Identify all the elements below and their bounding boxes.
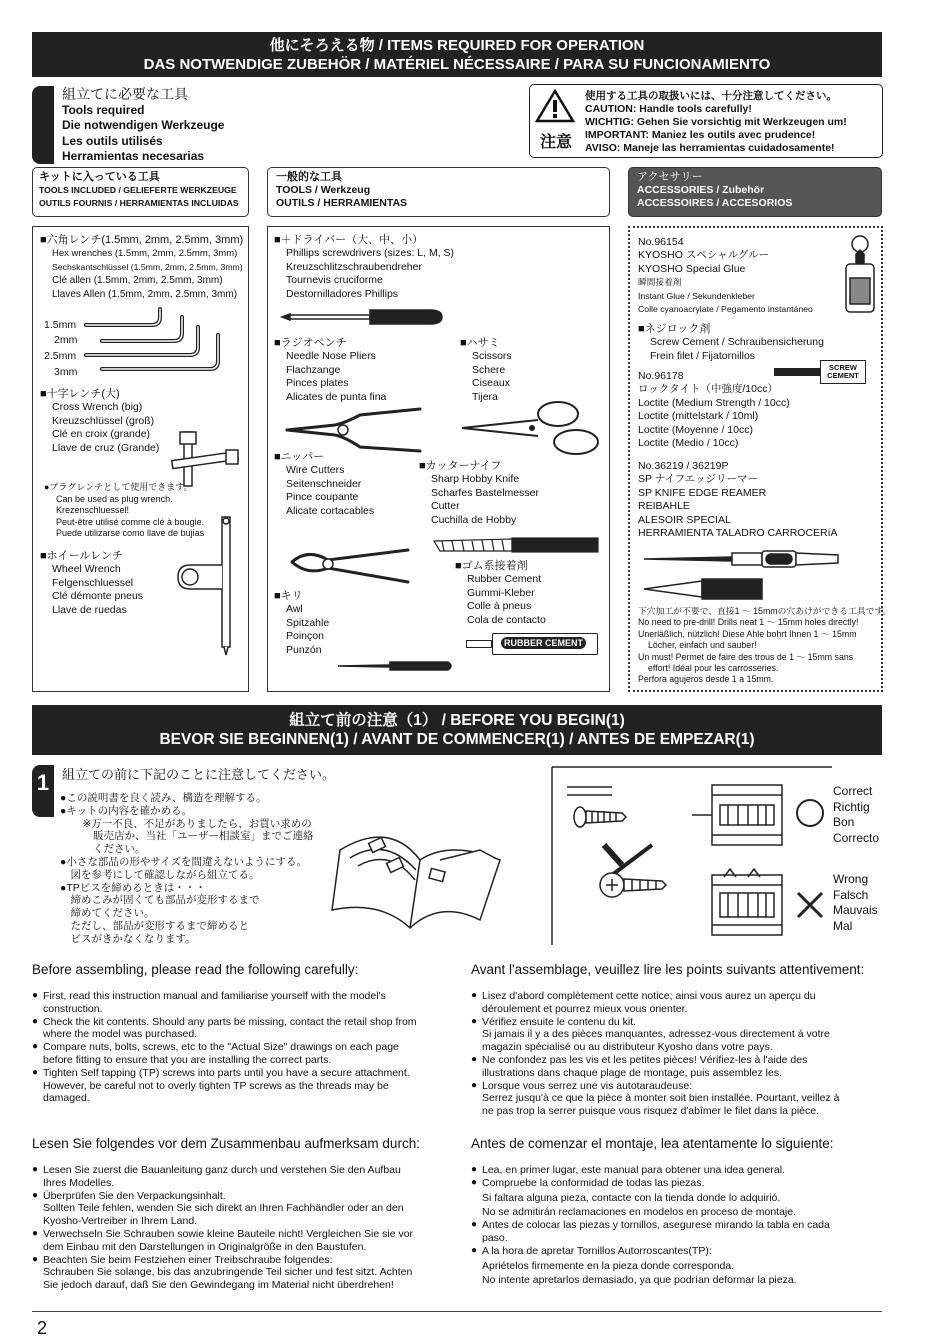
cutters-fr: Pince coupante	[286, 491, 359, 504]
es-3-1: ● Antes de colocar las piezas y tornillos, asegurese mirando la tabla en cada	[482, 1219, 830, 1232]
caution-line-jp: 使用する工具の取扱いには、十分注意してください。	[585, 90, 837, 102]
reamer-note-es: Perfora agujeros desde 1 a 15mm.	[638, 674, 774, 685]
hex-size-1-5: 1.5mm	[44, 319, 77, 331]
screw-cement-body	[820, 360, 866, 384]
en-1-1: ● First, read this instruction manual and familiarise yourself with the model's	[43, 990, 386, 1002]
en-1-2: construction.	[43, 1002, 103, 1015]
de-2-1: ● Überprüfen Sie den Verpackungsinhalt.	[43, 1189, 226, 1202]
phillips-en: Phillips screwdrivers (sizes: L, M, S)	[286, 247, 455, 260]
screw-cement-en: Screw Cement / Schraubensicherung	[650, 336, 824, 349]
knife-de: Scharfes Bastelmesser	[431, 486, 539, 499]
reamer-block	[638, 460, 838, 540]
en-2-1: ● Check the kit contents. Should any parts be missing, contact the retail shop from	[43, 1015, 417, 1028]
scissors-icon	[458, 398, 608, 458]
cross-wrench-fr: Clé en croix (grande)	[52, 428, 151, 441]
instructions-fr-title: Avant l'assemblage, veuillez lire les points suivants attentivement:	[471, 962, 865, 977]
category-general-fr: OUTILS / HERRAMIENTAS	[276, 197, 408, 209]
fr-3-1: ● Ne confondez pas les vis et les petites pièces! Vérifiez-les à l'aide des	[482, 1053, 808, 1066]
wheel-wrench-es: Llave de ruedas	[52, 603, 127, 616]
hex-wrench-fr: Clé allen (1.5mm, 2mm, 2.5mm, 3mm)	[52, 275, 223, 287]
cutters-title: ■ニッパー	[274, 451, 325, 463]
caution-line-de: WICHTIG: Gehen Sie vorsichtig mit Werkzeugen um!	[585, 116, 847, 128]
en-item-3	[32, 1041, 452, 1067]
loctite-de: Loctite (mittelstark / 10ml)	[638, 410, 759, 423]
fr-4-3: ne pas trop la serrer puisque vous risquez d'abîmer le filet dans la pièce.	[482, 1105, 820, 1118]
hex-wrench-title: ■六角レンチ(1.5mm, 2mm, 2.5mm, 3mm)	[40, 234, 244, 246]
knife-fr: Cutter	[431, 500, 460, 513]
scissors-title: ■ハサミ	[460, 337, 500, 349]
hex-wrench-de: Sechskantschlüssel (1.5mm, 2mm, 2.5mm, 3mm)	[52, 261, 243, 272]
hex-wrenches-icon	[82, 305, 232, 375]
awl-icon	[336, 656, 456, 676]
scissors-es: Tijera	[472, 390, 498, 403]
glue-type-jp: 瞬間接着剤	[638, 277, 682, 288]
hex-size-2: 2mm	[54, 334, 78, 346]
es-2-2: Si faltara alguna pieza, contacte con la tienda donde lo adquirió.	[482, 1191, 781, 1204]
de-4-3: Sie jedoch darauf, daß Sie den Gewindegang im Material nicht überdrehen!	[43, 1279, 394, 1292]
awl-title: ■キリ	[274, 590, 303, 602]
scissors-en: Scissors	[472, 350, 512, 363]
pliers-block	[274, 337, 386, 404]
reamer-note-fr2: effort! Idéal pour les carrosseries.	[648, 663, 779, 674]
caution-line-en: CAUTION: Handle tools carefully!	[585, 103, 752, 115]
hex-size-3: 3mm	[54, 366, 78, 378]
es-2-3: No se admitirán reclamaciones en modelos en proceso de montaje.	[482, 1206, 797, 1219]
category-general-jp: 一般的な工具	[276, 171, 342, 183]
fr-4-1: ● Lorsque vous serrez une vis autotaraudeuse:	[482, 1079, 693, 1092]
fr-item-1	[471, 990, 883, 1016]
plug-note-en: Can be used as plug wrench.	[56, 493, 173, 504]
category-accessories-fr: ACCESSOIRES / ACCESORIOS	[637, 197, 793, 209]
hex-wrench-en: Hex wrenches (1.5mm, 2mm, 2.5mm, 3mm)	[52, 248, 238, 260]
cutters-es: Alicate cortacables	[286, 504, 375, 517]
category-tools-general	[267, 167, 610, 217]
screw-cement-title: ■ネジロック剤	[638, 323, 711, 335]
caution-label: 注意	[540, 134, 573, 151]
es-4-3: No intente apretarlos demasiado, ya que podrían deformar la pieza.	[482, 1274, 797, 1287]
reamer-note-de1: Unerläßlich, nützlich! Diese Ahle bohrt Ihnen 1 ～ 15mm	[638, 628, 857, 639]
wheel-wrench-title: ■ホイールレンチ	[40, 550, 123, 562]
wire-cutters-icon	[288, 540, 418, 590]
screw-cement-fr: Frein filet / Fijatornillos	[650, 349, 756, 362]
caution-text	[585, 90, 847, 155]
cross-wrench-block	[40, 388, 159, 455]
step-jp-line-7: 図を参考にして確認しながら組立てる。	[60, 868, 260, 881]
reamer-de: REIBAHLE	[638, 500, 690, 513]
plug-note-fr: Peut-être utilisé comme clé à bougie.	[56, 516, 205, 527]
tube-body	[492, 633, 598, 655]
fr-3-2: illustrations dans chaque plage de montage, puis assemblez les.	[482, 1066, 783, 1079]
cross-wrench-en: Cross Wrench (big)	[52, 401, 143, 414]
phillips-es: Destornilladores Phillips	[286, 287, 399, 300]
wrong-fr: Mauvais	[833, 903, 878, 917]
loctite-number: No.96178	[638, 370, 684, 382]
plug-note-jp: ●プラグレンチとして使用できます。	[44, 482, 193, 492]
de-4-1: ● Beachten Sie beim Festziehen einer Treibschraube folgendes:	[43, 1253, 333, 1266]
es-1-1: ● Lea, en primer lugar, este manual para obtener una idea general.	[482, 1164, 785, 1176]
es-item-3	[471, 1219, 883, 1245]
cutters-en: Wire Cutters	[286, 464, 345, 477]
tools-required-fr: Les outils utilisés	[62, 133, 163, 148]
tools-required-marker	[32, 86, 54, 164]
step-jp-line-10: 締めてください。	[60, 907, 155, 920]
glue-name-jp: KYOSHO スペシャルグルー	[638, 249, 770, 262]
reamer-jp: SP ナイフエッジリーマー	[638, 473, 758, 486]
fr-2-1: ● Vérifiez ensuite le contenu du kit.	[482, 1015, 637, 1028]
pliers-fr: Pinces plates	[286, 377, 349, 390]
category-accessories-jp: アクセサリー	[637, 171, 703, 183]
cross-wrench-es: Llave de cruz (Grande)	[52, 441, 160, 454]
es-item-1	[471, 1164, 883, 1177]
pliers-es: Alicates de punta fina	[286, 390, 387, 403]
hobby-knife-icon	[432, 535, 602, 555]
caution-line-es: AVISO: Maneje las herramientas cuidadosamente!	[585, 142, 835, 154]
fr-1-2: déroulement et pourrez mieux vous orienter.	[482, 1002, 688, 1015]
reamer-note-en: No need to pre-drill! Drills neat 1 ～ 15mm holes directly!	[638, 617, 859, 628]
en-item-1	[32, 990, 452, 1016]
step-jp-line-5: ください。	[72, 843, 146, 856]
fr-2-2: Si jamais il y a des pièces manquantes, adressez-vous directement à votre	[482, 1028, 830, 1041]
en-4-1: ● Tighten Self tapping (TP) screws into parts until you have a secure attachment.	[43, 1066, 410, 1079]
category-accessories-en: ACCESSORIES / Zubehör	[637, 184, 765, 196]
category-tools-included	[32, 167, 249, 217]
awl-de: Spitzahle	[286, 616, 330, 629]
loctite-es: Loctite (Medio / 10cc)	[638, 437, 739, 450]
reamer-note-jp: 下穴加工が不要で、直接1 ～ 15mmの穴あけができる工具です。	[638, 606, 892, 616]
scissors-fr: Ciseaux	[472, 377, 510, 390]
de-item-2	[32, 1190, 452, 1228]
de-item-4	[32, 1254, 452, 1292]
plug-note-de: Krezenschluessel!	[56, 505, 130, 515]
reamer-icon	[642, 545, 872, 600]
glue-type-en: Instant Glue / Sekundenkleber	[638, 290, 755, 301]
step-jp-line-1: ●この説明書を良く読み、構造を理解する。	[60, 792, 267, 804]
phillips-de: Kreuzschlitzschraubendreher	[286, 260, 422, 273]
wrong-de: Falsch	[833, 887, 869, 902]
step-jp-line-2: ●キットの内容を確かめる。	[60, 804, 193, 817]
phillips-fr: Tournevis cruciforme	[286, 274, 383, 287]
instructions-en-title: Before assembling, please read the following carefully:	[32, 962, 359, 977]
cement-es: Cola de contacto	[467, 613, 546, 626]
awl-block	[274, 590, 329, 657]
caution-line-fr: IMPORTANT: Maniez les outils avec prudence!	[585, 129, 816, 141]
screw-cement-block	[638, 323, 824, 363]
de-1-1: ● Lesen Sie zuerst die Bauanleitung ganz durch und verstehen Sie den Aufbau	[43, 1164, 401, 1176]
rubber-cement-block	[455, 560, 546, 627]
de-2-3: Kyosho-Vertreiber in Ihrem Land.	[43, 1215, 198, 1228]
fr-item-2	[471, 1016, 883, 1054]
pliers-de: Flachzange	[286, 363, 341, 376]
category-accessories	[628, 167, 882, 217]
glue-type-fr: Colle cyanoacrylate / Pegamento instantáneo	[638, 304, 813, 315]
step-jp-line-12: ビスがきかなくなります。	[60, 932, 196, 945]
wire-cutters-block	[274, 451, 374, 518]
awl-es: Punzón	[286, 643, 322, 656]
en-4-2: However, be careful not to overly tighten TP screws as the threads may be	[43, 1079, 389, 1092]
es-2-1: ● Compruebe la conformidad de todas las piezas.	[482, 1176, 705, 1189]
phillips-title: ■＋ドライバー（大、中、小）	[274, 234, 424, 246]
step-number: 1	[36, 770, 50, 795]
category-included-fr: OUTILS FOURNIS / HERRAMIENTAS INCLUIDAS	[39, 198, 239, 208]
needle-nose-pliers-icon	[285, 405, 425, 455]
reamer-note-fr1: Un must! Permet de faire des trous de 1 ～ 15mm sans	[638, 651, 854, 662]
section-title-line1: 他にそろえる物 / ITEMS REQUIRED FOR OPERATION	[269, 37, 645, 54]
page-number: 2	[37, 1318, 48, 1338]
glue-number: No.96154	[638, 236, 684, 248]
step-jp-line-3: ※万一不良、不足がありましたら、お買い求めの	[72, 817, 312, 830]
step-jp-line-6: ●小さな部品の形やサイズを間違えないようにする。	[60, 855, 308, 868]
correct-de: Richtig	[833, 799, 870, 814]
tube-nozzle	[466, 640, 492, 648]
tools-required-en: Tools required	[62, 103, 145, 117]
category-general-en: TOOLS / Werkzeug	[276, 184, 371, 196]
reamer-en: SP KNIFE EDGE REAMER	[638, 486, 767, 499]
de-item-3	[32, 1228, 452, 1254]
reamer-fr: ALESOIR SPECIAL	[638, 513, 731, 526]
step-jp-line-8: ●TPビスを締めるときは・・・	[60, 881, 206, 894]
wrong-es: Mal	[833, 918, 853, 933]
step-jp-instructions	[60, 792, 314, 946]
rubber-cement-tube	[466, 633, 598, 655]
pliers-title: ■ラジオペンチ	[274, 337, 347, 349]
cement-title: ■ゴム系接着剤	[455, 560, 528, 572]
fr-item-3	[471, 1054, 883, 1080]
pliers-en: Needle Nose Pliers	[286, 350, 376, 363]
en-3-2: before fitting to ensure that you are installing the correct parts.	[43, 1053, 332, 1066]
section-header-before-you-begin	[32, 705, 882, 755]
hex-wrench-es: Llaves Allen (1.5mm, 2mm, 2.5mm, 3mm)	[52, 288, 238, 300]
awl-en: Awl	[286, 603, 303, 616]
en-3-1: ● Compare nuts, bolts, screws, etc to the "Actual Size" drawings on each page	[43, 1041, 399, 1054]
tools-required-heading	[62, 86, 224, 164]
de-2-2: Sollten Teile fehlen, wenden Sie sich direkt an Ihren Fachhändler oder an den	[43, 1202, 404, 1215]
wheel-wrench-fr: Clé démonte pneus	[52, 590, 144, 603]
glue-bottle-icon	[836, 230, 876, 320]
step-jp-title: 組立ての前に下記のことに注意してください。	[62, 767, 336, 782]
reamer-note-de2: Löcher, einfach und sauber!	[648, 640, 757, 651]
caution-box	[529, 84, 883, 158]
hex-size-2-5: 2.5mm	[44, 350, 77, 362]
en-item-4	[32, 1067, 452, 1105]
es-4-2: Apriételos firmemente en la pieza donde corresponda.	[482, 1259, 735, 1272]
step-number-badge	[32, 765, 54, 817]
special-glue-block	[638, 236, 813, 316]
wheel-wrench-en: Wheel Wrench	[52, 563, 121, 576]
wrong-en: Wrong	[833, 872, 869, 886]
screwdriver-icon	[280, 302, 450, 332]
scissors-block	[460, 337, 512, 404]
de-3-1: ● Verwechseln Sie Schrauben sowie kleine Bauteile nicht! Vergleichen Sie sie vor	[43, 1227, 414, 1240]
knife-es: Cuchilla de Hobby	[431, 513, 517, 526]
en-item-2	[32, 1016, 452, 1042]
category-included-en: TOOLS INCLUDED / GELIEFERTE WERKZEUGE	[39, 185, 237, 195]
de-4-2: Schrauben Sie solange, bis das anzubringende Teil sicher und fest sitzt. Achten	[43, 1266, 413, 1279]
tools-required-es: Herramientas necesarias	[62, 148, 205, 163]
cement-de: Gummi-Kleber	[467, 586, 535, 599]
knife-en: Sharp Hobby Knife	[431, 473, 520, 486]
de-1-2: Ihres Modelles.	[43, 1176, 115, 1189]
screw-cement-tube-label: SCREW CEMENT	[827, 363, 859, 380]
hobby-knife-block	[419, 460, 539, 527]
awl-fr: Poinçon	[286, 630, 324, 643]
instructions-es-list	[471, 1164, 883, 1287]
loctite-fr: Loctite (Moyenne / 10cc)	[638, 423, 753, 436]
glue-name-en: KYOSHO Special Glue	[638, 262, 746, 275]
reamer-note	[638, 606, 891, 686]
cement-fr: Colle à pneus	[467, 600, 532, 613]
screw-illustration	[552, 765, 832, 945]
instructions-en-list	[32, 990, 452, 1105]
phillips-block	[274, 234, 454, 301]
en-2-2: where the model was purchased.	[43, 1028, 198, 1041]
hex-wrench-block	[40, 234, 243, 301]
category-included-jp: キットに入っている工具	[39, 171, 160, 183]
section2-title-line2: BEVOR SIE BEGINNEN(1) / AVANT DE COMMENCER(1) / ANTES DE EMPEZAR(1)	[159, 731, 755, 748]
instructions-fr-list	[471, 990, 883, 1118]
loctite-en: Loctite (Medium Strength / 10cc)	[638, 396, 790, 409]
cross-wrench-de: Kreuzschlüssel (groß)	[52, 414, 155, 427]
scissors-de: Schere	[472, 363, 506, 376]
warning-triangle-icon	[535, 89, 575, 123]
cutters-de: Seitenschneider	[286, 477, 362, 490]
step-jp-line-4: 販売店か、当社「ユーザー相談室」までご連絡	[72, 830, 314, 843]
cement-en: Rubber Cement	[467, 573, 542, 586]
correct-fr: Bon	[833, 815, 855, 829]
es-4-1: ● A la hora de apretar Tornillos Autorroscantes(TP):	[482, 1244, 712, 1257]
fr-2-3: magazin spécialisé ou au distributeur Kyosho dans votre pays.	[482, 1041, 773, 1054]
loctite-jp: ロックタイト（中強度/10cc）	[638, 383, 778, 396]
footer-rule	[32, 1311, 882, 1312]
tube-label: RUBBER CEMENT	[501, 637, 586, 649]
en-4-3: damaged.	[43, 1092, 90, 1105]
es-3-2: paso.	[482, 1231, 508, 1244]
step-jp-line-11: ただし、部品が変形するまで締めると	[60, 919, 249, 932]
tools-required-de: Die notwendigen Werkzeuge	[62, 118, 225, 133]
cross-wrench-icon	[172, 430, 242, 490]
fr-1-1: ● Lisez d'abord complètement cette notice; ainsi vous aurez un aperçu du	[482, 990, 816, 1002]
section2-title-line1: 組立て前の注意（1） / BEFORE YOU BEGIN(1)	[289, 712, 625, 729]
step-jp-line-9: 締めこみが固くても部品が変形するまで	[60, 894, 260, 907]
instructions-de-title: Lesen Sie folgendes vor dem Zusammenbau aufmerksam durch:	[32, 1136, 420, 1151]
instructions-de-list	[32, 1164, 452, 1292]
loctite-block	[638, 370, 790, 450]
tools-required-jp: 組立てに必要な工具	[62, 86, 188, 102]
knife-title: ■カッターナイフ	[419, 460, 502, 472]
wheel-wrench-icon	[170, 515, 240, 665]
cross-wrench-title: ■十字レンチ(大)	[40, 388, 120, 400]
de-3-2: dem Einbau mit den Darstellungen in Originalgröße in den Baustufen.	[43, 1240, 367, 1253]
instructions-es-title: Antes de comenzar el montaje, lea atentamente lo siguiente:	[471, 1136, 834, 1151]
reamer-es: HERRAMIENTA TALADRO CARROCERíA	[638, 527, 838, 540]
fr-4-2: Serrez jusqu'à ce que la pièce à monter soit bien installée. Pourtant, veillez à	[482, 1092, 840, 1105]
correct-en: Correct	[833, 784, 873, 798]
wheel-wrench-de: Felgenschluessel	[52, 576, 134, 589]
section-header-items-required	[32, 32, 882, 77]
de-item-1	[32, 1164, 452, 1190]
es-item-2	[471, 1177, 883, 1219]
es-item-4	[471, 1245, 883, 1287]
fr-item-4	[471, 1080, 883, 1118]
correct-labels	[833, 784, 879, 846]
open-manual-icon	[330, 800, 510, 930]
reamer-number: No.36219 / 36219P	[638, 460, 729, 472]
wrong-labels	[833, 872, 878, 934]
plug-note-es: Puede utilizarse como llave de bujias	[56, 528, 205, 538]
correct-es: Correcto	[833, 830, 880, 845]
section-title-line2: DAS NOTWENDIGE ZUBEHÖR / MATÉRIEL NÉCESSAIRE / PARA SU FUNCIONAMIENTO	[143, 56, 771, 73]
wheel-wrench-block	[40, 550, 143, 617]
